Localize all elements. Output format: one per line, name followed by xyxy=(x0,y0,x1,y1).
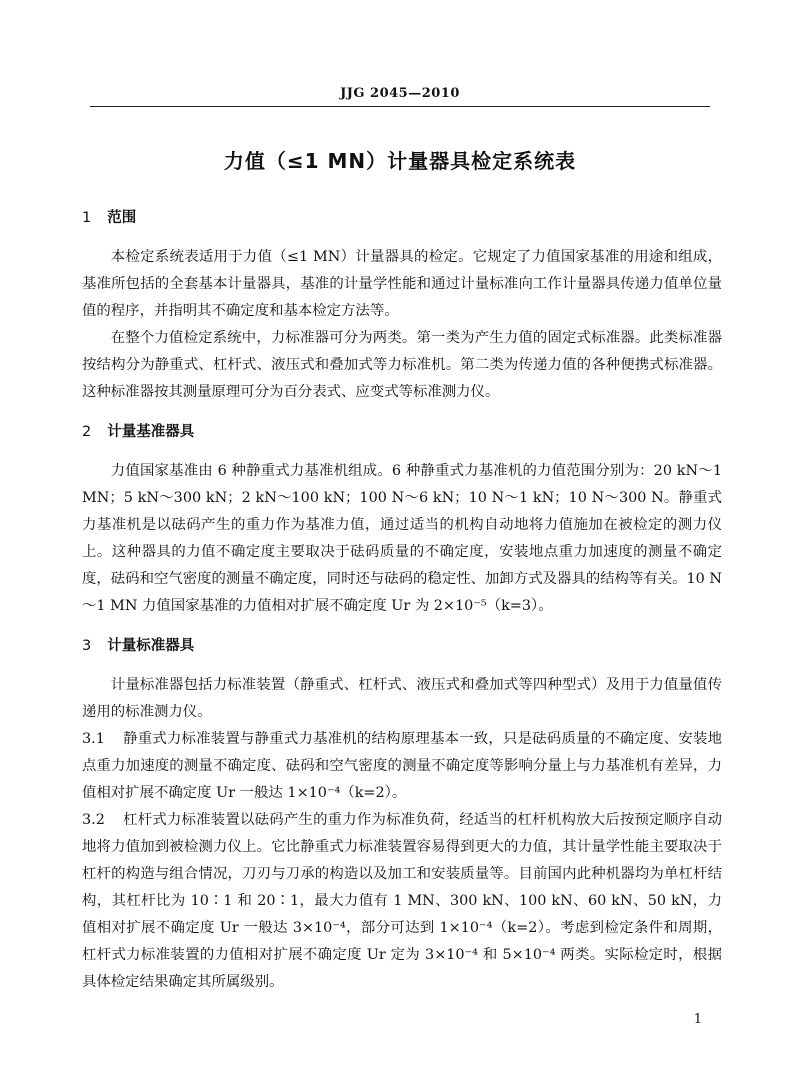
section-heading xyxy=(82,633,722,660)
section-primary-standard xyxy=(82,419,722,620)
paragraph: 在整个力值检定系统中，力标准器可分为两类。第一类为产生力值的固定式标准器。此类标准器按结构分为静重式、杠杆式、液压式和叠加式等力标准机。第二类为传递力值的各种便携式标准器。这种标准器按其测量原理可分为百分表式、应变式等标准测力仪。 xyxy=(82,330,722,400)
paragraph: 计量标准器包括力标准装置（静重式、杠杆式、液压式和叠加式等四种型式）及用于力值量值传递用的标准测力仪。 xyxy=(82,677,722,720)
section-title: 范围 xyxy=(107,210,137,226)
subsection-number: 3.2 xyxy=(82,812,105,828)
section-title: 计量基准器具 xyxy=(107,424,195,440)
section-number: 1 xyxy=(82,210,92,226)
section-heading xyxy=(82,205,722,232)
standard-code-header: JJG 2045—2010 xyxy=(340,86,460,101)
section-title: 计量标准器具 xyxy=(107,638,195,654)
subsection-text: 静重式力标准装置与静重式力基准机的结构原理基本一致，只是砝码质量的不确定度、安装地点重力加速度的测量不确定度、砝码和空气密度的测量不确定度等影响分量上与力基准机有差异，力值相对扩展不确定度 Ur 一般达 1×10⁻⁴（k=2）。 xyxy=(82,731,722,801)
subsection-number: 3.1 xyxy=(82,731,105,747)
subsection-3-1 xyxy=(82,726,722,807)
section-number: 3 xyxy=(82,638,92,654)
page-number: 1 xyxy=(693,1012,702,1027)
paragraph: 力值国家基准由 6 种静重式力基准机组成。6 种静重式力基准机的力值范围分别为：20 kN～1 MN；5 kN～300 kN；2 kN～100 kN；100 N～6 kN；10 N～1 kN；10 N～300 N。静重式力基准机是以砝码产生的重力作为基准力值，通过适当的机构自动地将力值施加在被检定的测力仪上。这种器具的力值不确定度主要取决于砝码质量的不确定度，安装地点重力加速度的测量不确定度，砝码和空气密度的测量不确定度，同时还与砝码的稳定性、加卸方式及器具的结构等有关。10 N～1 MN 力值国家基准的力值相对扩展不确定度 Ur 为 2×10⁻⁵（k=3）。 xyxy=(82,463,722,614)
header-rule xyxy=(90,106,710,107)
subsection-text: 杠杆式力标准装置以砝码产生的重力作为标准负荷，经适当的杠杆机构放大后按预定顺序自动地将力值加到被检测力仪上。它比静重式力标准装置容易得到更大的力值，其计量学性能主要取决于杠杆的构造与组合情况，刀刃与刀承的构造以及加工和安装质量等。目前国内此种机器均为单杠杆结构，其杠杆比为 10∶1 和 20∶1，最大力值有 1 MN、300 kN、100 kN、60 kN、50 kN，力值相对扩展不确定度 Ur 一般达 3×10⁻⁴，部分可达到 1×10⁻⁴（k=2）。考虑到检定条件和周期，杠杆式力标准装置的力值相对扩展不确定度 Ur 定为 3×10⁻⁴ 和 5×10⁻⁴ 两类。实际检定时，根据具体检定结果确定其所属级别。 xyxy=(82,812,722,990)
section-number: 2 xyxy=(82,424,92,440)
section-measurement-standards xyxy=(82,633,722,996)
subsection-3-2 xyxy=(82,807,722,996)
paragraph: 本检定系统表适用于力值（≤1 MN）计量器具的检定。它规定了力值国家基准的用途和组成，基准所包括的全套基本计量器具，基准的计量学性能和通过计量标准向工作计量器具传递力值单位量值的程序，并指明其不确定度和基本检定方法等。 xyxy=(82,249,722,319)
document-title: 力值（≤1 MN）计量器具检定系统表 xyxy=(223,149,577,173)
document-body xyxy=(82,205,722,1009)
section-heading xyxy=(82,419,722,446)
section-scope xyxy=(82,205,722,406)
